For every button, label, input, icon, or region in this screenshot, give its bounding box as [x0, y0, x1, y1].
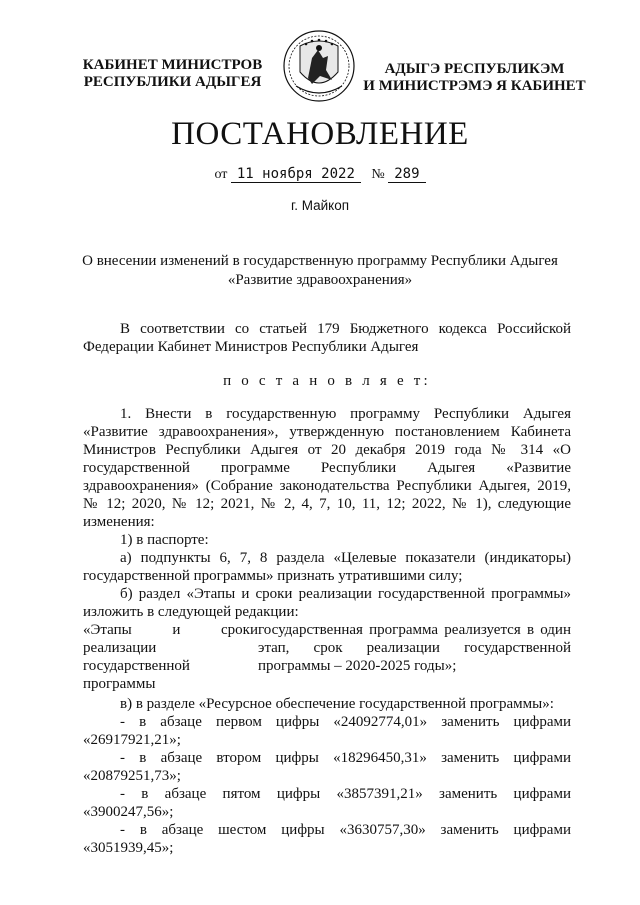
header-right-line2: И МИНИСТРЭМЭ Я КАБИНЕТ: [363, 78, 586, 94]
date-number-line: [0, 166, 640, 183]
date-prefix: от: [214, 167, 228, 182]
stages-table-right: государственная программа реализуется в один этап, срок реализации государственной программы – 2020-2025 годы»;: [258, 622, 571, 674]
sub-item-1: 1) в паспорте:: [120, 532, 209, 548]
sub-item-v: в) в разделе «Ресурсное обеспечение государственной программы»:: [120, 696, 554, 712]
stages-table: [83, 621, 571, 693]
header-left-line1: КАБИНЕТ МИНИСТРОВ: [82, 57, 263, 73]
sub-item-a: а) подпункты 6, 7, 8 раздела «Целевые показатели (индикаторы) государственной программы» признать утратившими силу;: [83, 550, 571, 584]
decides-block: [83, 372, 571, 390]
preamble-paragraph: В соответствии со статьей 179 Бюджетного кодекса Российской Федерации Кабинет Министров Республики Адыгея: [83, 321, 571, 355]
change-line: - в абзаце первом цифры «24092774,01» заменить цифрами «26917921,21»;: [83, 714, 571, 748]
change-line: - в абзаце шестом цифры «3630757,30» заменить цифрами «3051939,45»;: [83, 822, 571, 856]
decides-word: п о с т а н о в л я е т:: [223, 373, 431, 389]
document-title: ПОСТАНОВЛЕНИЕ: [171, 116, 469, 152]
subject-line1: О внесении изменений в государственную программу Республики Адыгея: [82, 253, 558, 269]
header-right: [362, 61, 587, 95]
city: г. Майкоп: [290, 198, 350, 213]
number-prefix: №: [371, 167, 385, 182]
preamble-block: [83, 320, 571, 356]
main-text: [83, 405, 571, 857]
sub-item-b: б) раздел «Этапы и сроки реализации государственной программы» изложить в следующей редакции:: [83, 586, 571, 620]
coat-of-arms-icon: [282, 28, 356, 104]
stages-table-left: «Этапы и сроки реализации государственной программы: [83, 622, 258, 692]
document-number: 289: [388, 166, 425, 183]
header-left: [60, 57, 285, 91]
document-date: 11 ноября 2022: [231, 166, 361, 183]
item-1-paragraph: 1. Внести в государственную программу Республики Адыгея «Развитие здравоохранения», утвержденную постановлением Кабинета Министров Республики Адыгея от 20 декабря 2019 года № 314 «О государственной программе Республики Адыгея «Развитие здравоохранения» (Собрание законодательства Республики Адыгея, 2019, № 12; 2020, № 12; 2021, № 2, 4, 7, 10, 11, 12; 2022, № 1), следующие изменения:: [83, 406, 571, 530]
subject-line2: «Развитие здравоохранения»: [227, 272, 413, 288]
header-right-line1: АДЫГЭ РЕСПУБЛИКЭМ: [384, 61, 565, 77]
change-line: - в абзаце втором цифры «18296450,31» заменить цифрами «20879251,73»;: [83, 750, 571, 784]
document-subject: [60, 252, 580, 290]
change-line: - в абзаце пятом цифры «3857391,21» заменить цифрами «3900247,56»;: [83, 786, 571, 820]
header-left-line2: РЕСПУБЛИКИ АДЫГЕЯ: [83, 74, 262, 90]
